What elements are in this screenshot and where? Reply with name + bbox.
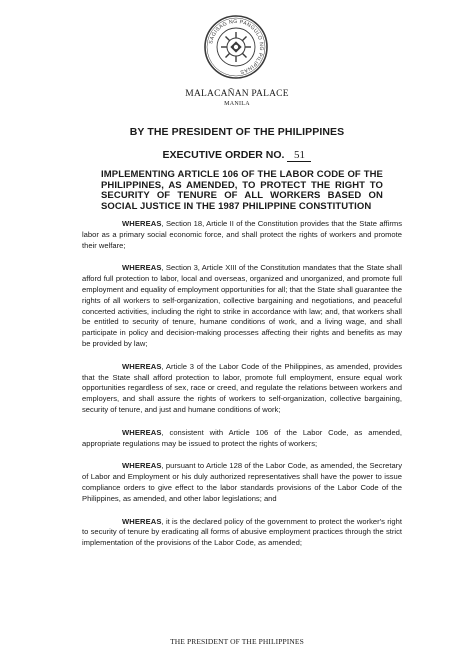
whereas-clause	[82, 517, 402, 549]
whereas-clause	[82, 263, 402, 349]
clause-text: , consistent with Article 106 of the Labor Code, as amended, appropriate regulations may be issued to protect the rights of workers;	[82, 427, 402, 448]
clause-text: , Section 3, Article XIII of the Constitution mandates that the State shall afford full protection to labor, local and overseas, organized and unorganized, and promote full employment and equality of employment opportunities for all; that the State shall guarantee the rights of all workers to self-organization, collective bargaining and negotiations, and peaceful concerted activities, including the right to strike in accordance with law; and, that workers shall be entitled to security of tenure, humane conditions of work, and a living wage, and shall participate in policy and decision-making processes affecting their rights and benefits as may be provided by law;	[82, 263, 402, 348]
whereas-clauses	[82, 219, 402, 549]
palace-city: MANILA	[224, 101, 250, 107]
clause-lead: WHEREAS	[122, 361, 162, 371]
palace-name: MALACAÑAN PALACE	[185, 89, 289, 99]
whereas-clause	[82, 362, 402, 416]
presidential-seal	[203, 14, 269, 80]
executive-order-heading	[0, 149, 474, 162]
clause-lead: WHEREAS	[122, 427, 162, 437]
seal-icon	[203, 14, 269, 80]
clause-text: , pursuant to Article 128 of the Labor Code, as amended, the Secretary of Labor and Employment or his duly authorized representatives shall have the power to issue compliance orders to give effect to the labor standards provisions of the Labor Code of the Philippines, as amended, and other labor legislations; and	[82, 461, 402, 503]
clause-lead: WHEREAS	[122, 516, 162, 526]
executive-order-number: 51	[287, 150, 311, 162]
page-footer: THE PRESIDENT OF THE PHILIPPINES	[170, 637, 304, 646]
clause-lead: WHEREAS	[122, 263, 162, 273]
clause-lead: WHEREAS	[122, 461, 162, 471]
clause-text: , Section 18, Article II of the Constitution provides that the State affirms labor as a primary social economic force, and shall protect the rights of workers and promote their welfare;	[82, 219, 402, 250]
by-the-president-line: BY THE PRESIDENT OF THE PHILIPPINES	[129, 126, 345, 138]
clause-text: , it is the declared policy of the government to protect the worker's right to security of tenure by eradicating all forms of abusive employment practices through the strict implementation of the provisions of the Labor Code, as amended;	[82, 516, 402, 548]
whereas-clause	[82, 428, 402, 450]
clause-text: , Article 3 of the Labor Code of the Philippines, as amended, provides that the State shall afford protection to labor, promote full employment, ensure equal work opportunities regardless of sex, race or creed, and regulate the relations between workers and employers, and shall assure the rights of workers to self-organization, collective bargaining, security of tenure, and just and humane conditions of work;	[82, 361, 402, 414]
executive-order-label: EXECUTIVE ORDER NO.	[162, 149, 285, 161]
clause-lead: WHEREAS	[122, 219, 162, 228]
whereas-clause	[82, 219, 402, 251]
seal-ring-text: SAGISAG NG PANGULO NG PILIPINAS	[208, 18, 265, 75]
whereas-clause	[82, 461, 402, 504]
executive-order-title: IMPLEMENTING ARTICLE 106 OF THE LABOR CODE OF THE PHILIPPINES, AS AMENDED, TO PROTECT THE RIGHT TO SECURITY OF TENURE OF ALL WORKERS BASED ON SOCIAL JUSTICE IN THE 1987 PHILIPPINE CONSTITUTION	[101, 169, 383, 212]
